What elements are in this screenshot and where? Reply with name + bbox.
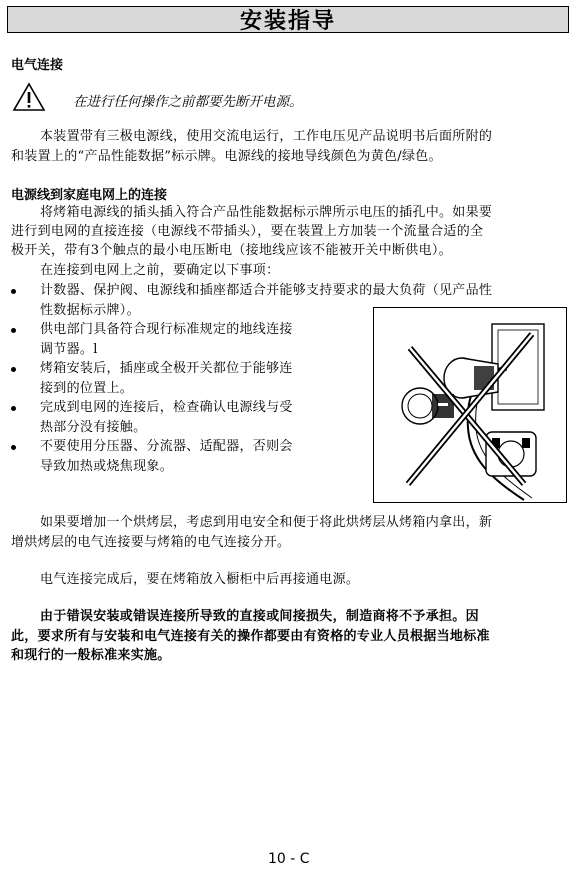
- page-title: 安装指导: [239, 9, 336, 34]
- disclaimer-line: 由于错误安装或错误连接所导致的直接或间接损失，制造商将不予承担。因: [40, 609, 479, 624]
- section-heading-mains: 电源线到家庭电网上的连接: [11, 188, 168, 203]
- warning-icon: [12, 82, 46, 112]
- bullet-line: 烤箱安装后，插座或全极开关都位于能够连: [40, 361, 293, 376]
- paragraph-line: 电气连接完成后，要在烤箱放入橱柜中后再接通电源。: [40, 572, 360, 587]
- bullet-line: 性数据标示牌）。: [40, 303, 140, 318]
- bullet-dot: [11, 289, 16, 294]
- bullet-line: 接到的位置上。: [40, 381, 134, 396]
- paragraph-line: 将烤箱电源线的插头插入符合产品性能数据标示牌所示电压的插孔中。如果要: [40, 205, 493, 220]
- paragraph-line: 在连接到电网上之前，要确定以下事项：: [40, 263, 280, 278]
- bullet-line: 完成到电网的连接后，检查确认电源线与受: [40, 400, 293, 415]
- bullet-dot: [11, 367, 16, 372]
- paragraph-line: 本装置带有三极电源线，使用交流电运行，工作电压见产品说明书后面所附的: [40, 129, 493, 144]
- bullet-line: 计数器、保护阀、电源线和插座都适合并能够支持要求的最大负荷（见产品性: [40, 283, 493, 298]
- disclaimer-line: 和现行的一般标准来实施。: [11, 648, 171, 663]
- disclaimer-line: 此，要求所有与安装和电气连接有关的操作都要由有资格的专业人员根据当地标准: [11, 629, 490, 644]
- page-title-bar: [7, 6, 569, 33]
- paragraph-line: 如果要增加一个烘烤层，考虑到用电安全和便于将此烘烤层从烤箱内拿出，新: [40, 515, 493, 530]
- bullet-line: 热部分没有接触。: [40, 420, 147, 435]
- bullet-dot: [11, 445, 16, 450]
- paragraph-line: 极开关，带有3个触点的最小电压断电（接地线应该不能被开关中断供电）。: [11, 243, 452, 258]
- section-heading-electrical: 电气连接: [11, 58, 64, 73]
- bullet-line: 供电部门具备符合现行标准规定的地线连接: [40, 322, 293, 337]
- paragraph-line: 增烘烤层的电气连接要与烤箱的电气连接分开。: [11, 535, 291, 550]
- crossed-out-plug-illustration: [374, 308, 567, 503]
- bullet-line: 调节器。l: [40, 342, 98, 357]
- warning-text: 在进行任何操作之前都要先断开电源。: [73, 94, 303, 110]
- bullet-line: 导致加热或烧焦现象。: [40, 459, 174, 474]
- page-number: 10 - C: [268, 851, 310, 867]
- bullet-line: 不要使用分压器、分流器、适配器，否则会: [40, 439, 293, 454]
- bullet-dot: [11, 328, 16, 333]
- no-adapter-illustration: [373, 307, 567, 503]
- paragraph-line: 进行到电网的直接连接（电源线不带插头），要在装置上方加装一个流量合适的全: [11, 224, 484, 239]
- paragraph-line: 和装置上的“产品性能数据”标示牌。电源线的接地导线颜色为黄色/绿色。: [11, 149, 442, 164]
- bullet-dot: [11, 406, 16, 411]
